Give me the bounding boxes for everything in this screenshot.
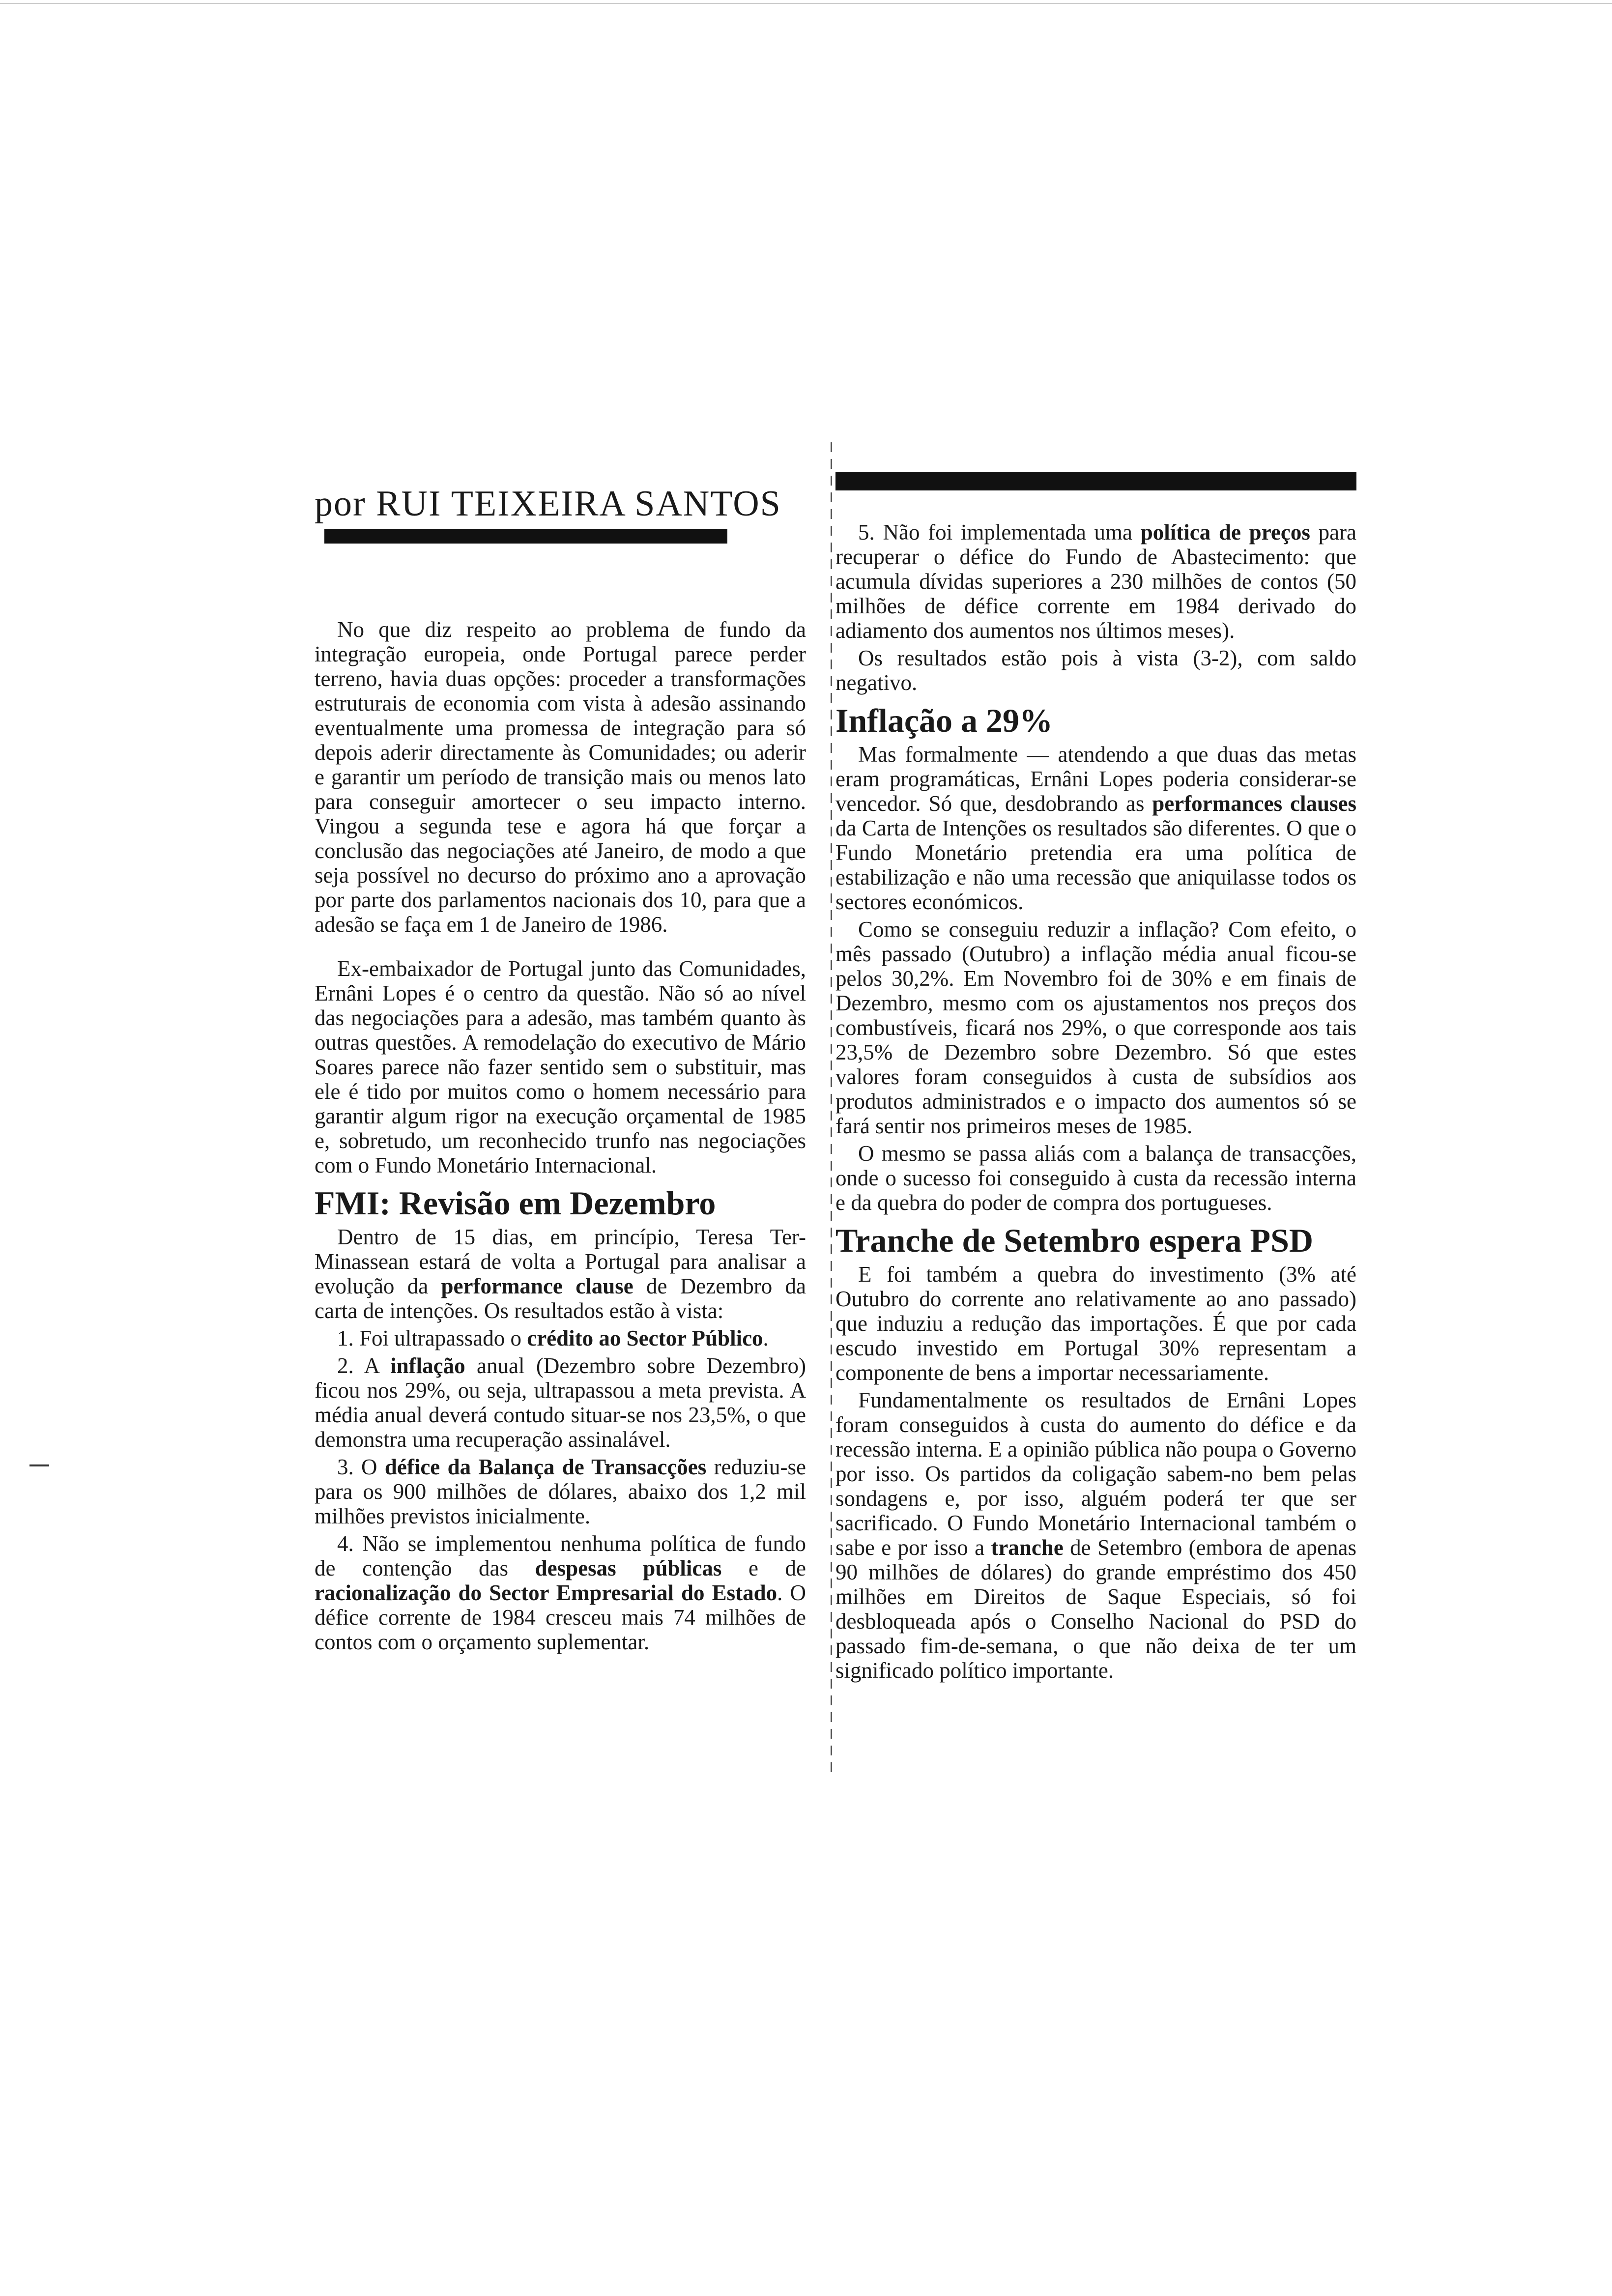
paragraph-fundamentalmente: Fundamentalmente os resultados de Ernâni Lopes foram conseguidos à custa do aumento do défice e da recessão interna. E a opinião pública não poupa o Governo por isso. Os partidos da coligação sabem-no bem pelas sondagens e, por isso, alguém poderá ter que ser sacrificado. O Fundo Monetário Internacional também o sabe e por isso a tranche de Setembro (embora de apenas 90 milhões de dólares) do grande empréstimo dos 450 milhões em Direitos de Saque Especiais, só foi desbloqueada após o Conselho Nacional do PSD do passado fim-de-semana, o que não deixa de ter um significado político importante. bbox=[835, 1388, 1356, 1683]
paragraph-como: Como se conseguiu reduzir a inflação? Com efeito, o mês passado (Outubro) a inflação média anual ficou-se pelos 30,2%. Em Novembro foi de 30% e em finais de Dezembro, mesmo com os ajustamentos nos preços dos combustíveis, ficará nos 29%, o que corresponde aos tais 23,5% de Dezembro sobre Dezembro. Só que estes valores foram conseguidos à custa de subsídios aos produtos administrados e o impacto dos aumentos só se fará sentir nos primeiros meses de 1985. bbox=[835, 917, 1356, 1138]
byline: por RUI TEIXEIRA SANTOS bbox=[315, 484, 781, 524]
list-item-2: 2. A inflação anual (Dezembro sobre Dezembro) ficou nos 29%, ou seja, ultrapassou a meta prevista. A média anual deverá contudo situar-se nos 23,5%, o que demonstra uma recuperação assinalável. bbox=[315, 1353, 806, 1452]
scan-edge-line bbox=[0, 3, 1612, 4]
heading-fmi: FMI: Revisão em Dezembro bbox=[315, 1184, 716, 1222]
right-column bbox=[835, 472, 1356, 1683]
heading-tranche: Tranche de Setembro espera PSD bbox=[835, 1222, 1314, 1259]
left-column bbox=[315, 472, 806, 1654]
paragraph-mas: Mas formalmente — atendendo a que duas das metas eram programáticas, Ernâni Lopes poderia considerar-se vencedor. Só que, desdobrando as performances clauses da Carta de Intenções os resultados são diferentes. O que o Fundo Monetário pretendia era uma política de estabilização e não uma recessão que aniquilasse todos os sectores económicos. bbox=[835, 742, 1356, 914]
intro-paragraph-2: Ex-embaixador de Portugal junto das Comunidades, Ernâni Lopes é o centro da questão. Não só ao nível das negociações para a adesão, mas também quanto às outras questões. A remodelação do executivo de Mário Soares parece não fazer sentido sem o substituir, mas ele é tido por muitos como o homem necessário para garantir algum rigor na execução orçamental de 1985 e, sobretudo, um reconhecido trunfo nas negociações com o Fundo Monetário Internacional. bbox=[315, 956, 806, 1177]
paragraph-dentro: Dentro de 15 dias, em princípio, Teresa Ter-Minassean estará de volta a Portugal para analisar a evolução da performance clause de Dezembro da carta de intenções. Os resultados estão à vista: bbox=[315, 1225, 806, 1323]
list-item-4: 4. Não se implementou nenhuma política de fundo de contenção das despesas públicas e de racionalização do Sector Empresarial do Estado. O défice corrente de 1984 cresceu mais 74 milhões de contos com o orçamento suplementar. bbox=[315, 1531, 806, 1654]
byline-rule bbox=[324, 529, 727, 544]
heading-inflation: Inflação a 29% bbox=[835, 702, 1053, 739]
intro-paragraph-1: No que diz respeito ao problema de fundo da integração europeia, onde Portugal parece perder terreno, havia duas opções: proceder a transformações estruturais de economia com vista à adesão assinando eventualmente uma promessa de integração para só depois aderir directamente às Comunidades; ou aderir e garantir um período de transição mais ou menos lato para conseguir amortecer o seu impacto interno. Vingou a segunda tese e agora há que forçar a conclusão das negociações até Janeiro, de modo a que seja possível no decurso do próximo ano a aprovação por parte dos parlamentos nacionais dos 10, para que a adesão se faça em 1 de Janeiro de 1986. bbox=[315, 617, 806, 937]
list-item-3: 3. O défice da Balança de Transacções reduziu-se para os 900 milhões de dólares, abaixo dos 1,2 mil milhões previstos inicialmente. bbox=[315, 1455, 806, 1528]
paragraph-quebra: E foi também a quebra do investimento (3% até Outubro do corrente ano relativamente ao ano passado) que induziu a redução das importações. É que por cada escudo investido em Portugal 30% representam a componente de bens a importar necessariamente. bbox=[835, 1262, 1356, 1385]
top-rule bbox=[835, 472, 1356, 490]
list-item-1: 1. Foi ultrapassado o crédito ao Sector Público. bbox=[337, 1326, 769, 1350]
paragraph-mesmo: O mesmo se passa aliás com a balança de transacções, onde o sucesso foi conseguido à custa da recessão interna e da quebra do poder de compra dos portugueses. bbox=[835, 1141, 1356, 1215]
column-divider bbox=[831, 442, 832, 1779]
paragraph-results: Os resultados estão pois à vista (3-2), com saldo negativo. bbox=[835, 646, 1356, 695]
scan-mark bbox=[29, 1464, 49, 1466]
list-item-5: 5. Não foi implementada uma política de preços para recuperar o défice do Fundo de Abastecimento: que acumula dívidas superiores a 230 milhões de contos (50 milhões de défice corrente em 1984 derivado do adiamento dos aumentos nos últimos meses). bbox=[835, 520, 1357, 643]
